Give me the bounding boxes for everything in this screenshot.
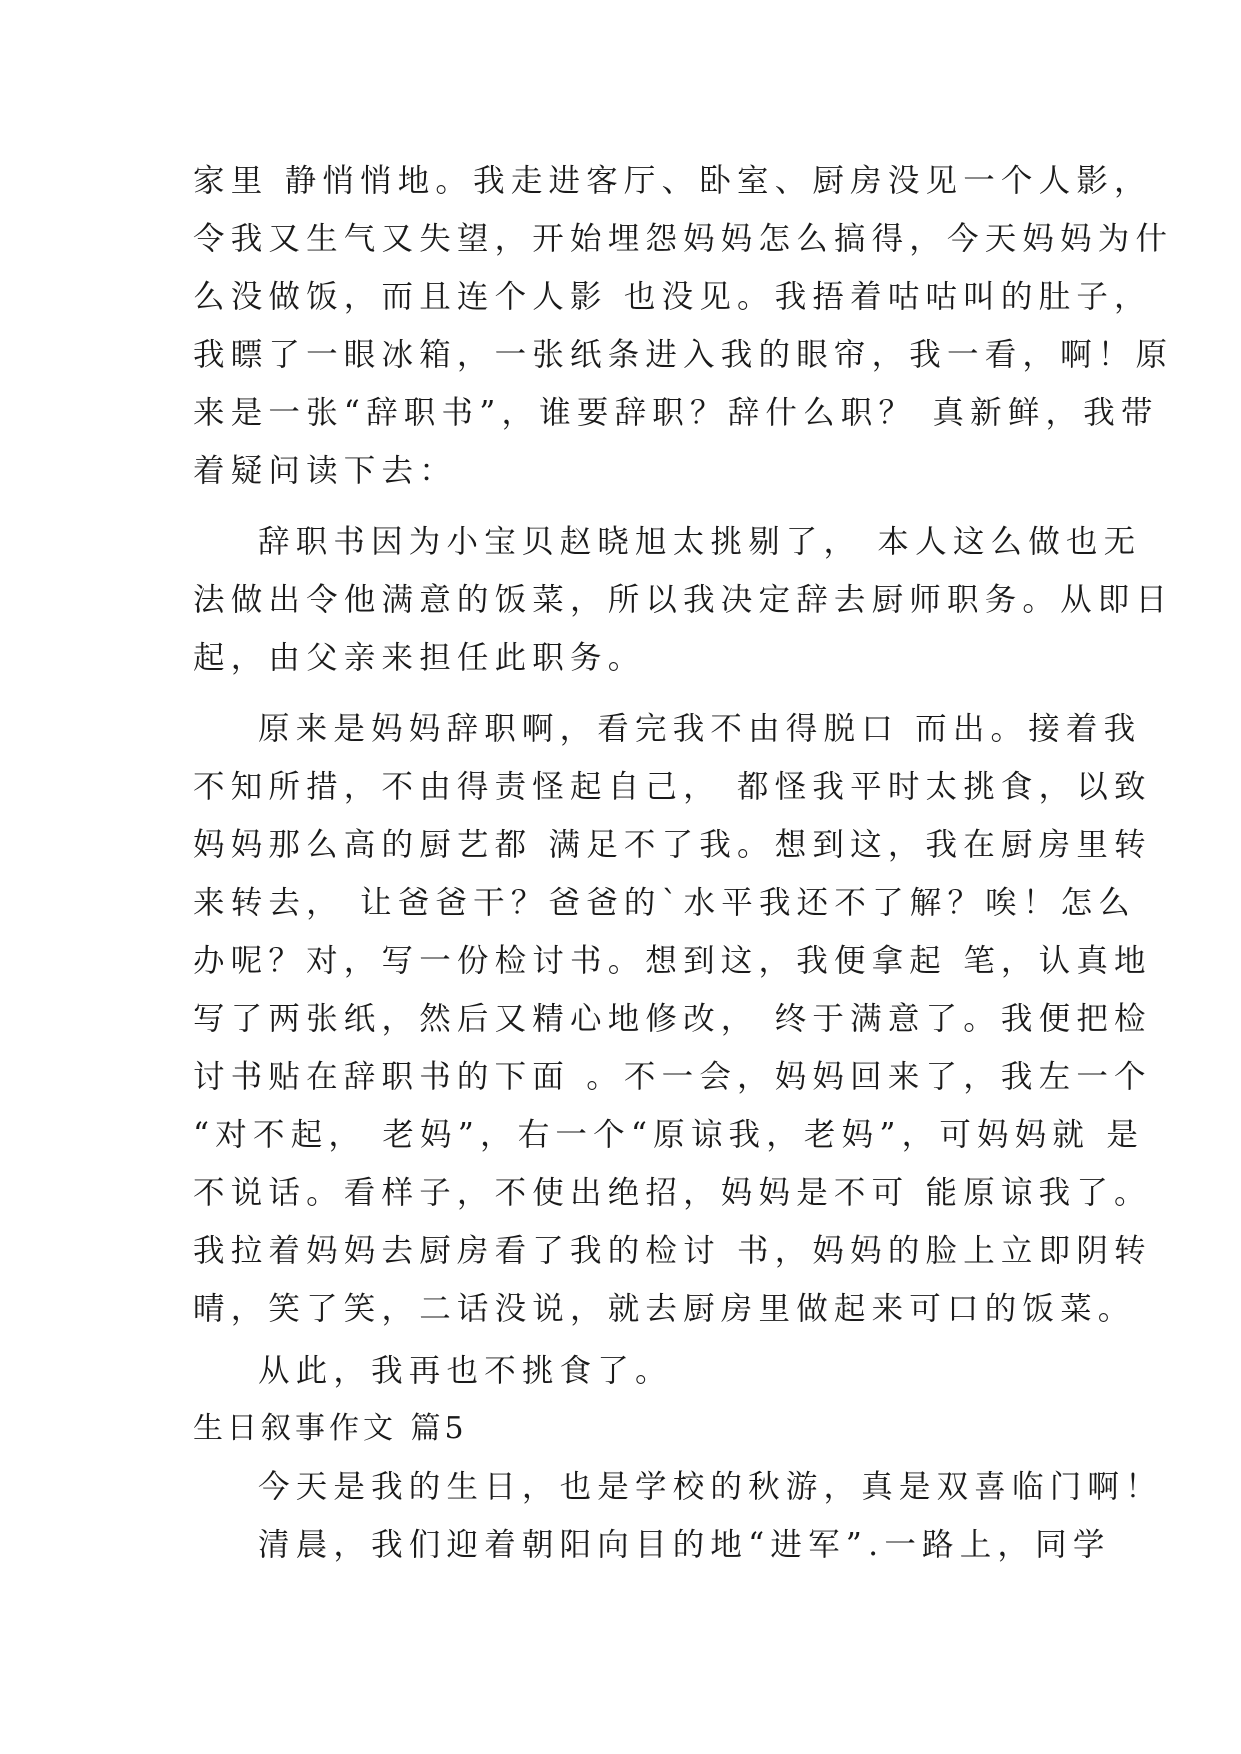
text-line: 么没做饭，而且连个人影 也没见。我捂着咕咕叫的肚子， [193,279,1152,315]
text-line: 不知所措，不由得责怪起自己， 都怪我平时太挑食，以致 [193,769,1152,805]
text-line: 原来是妈妈辞职啊，看完我不由得脱口 而出。接着我 [258,711,1142,747]
text-line: 起，由父亲来担任此职务。 [193,640,646,676]
text-line: 从此，我再也不挑食了。 [258,1353,673,1389]
text-line: 写了两张纸，然后又精心地修改， 终于满意了。我便把检 [193,1001,1152,1037]
text-line: 讨书贴在辞职书的下面 。不一会，妈妈回来了，我左一个 [193,1059,1152,1095]
text-line: 我拉着妈妈去厨房看了我的检讨 书，妈妈的脸上立即阴转 [193,1233,1152,1269]
text-line: 办呢？对，写一份检讨书。想到这，我便拿起 笔，认真地 [193,943,1152,979]
text-line: 家里 静悄悄地。我走进客厅、卧室、厨房没见一个人影， [193,163,1152,199]
text-line: 今天是我的生日，也是学校的秋游，真是双喜临门啊！ [258,1469,1163,1505]
section-heading: 生日叙事作文 篇5 [193,1411,468,1446]
text-line: 妈妈那么高的厨艺都 满足不了我。想到这，我在厨房里转 [193,827,1152,863]
text-line: “对不起， 老妈”，右一个“原谅我，老妈”，可妈妈就 是 [193,1117,1145,1153]
text-line: 法做出令他满意的饭菜，所以我决定辞去厨师职务。从即日 [193,582,1174,618]
text-line: 辞职书因为小宝贝赵晓旭太挑剔了， 本人这么做也无 [258,524,1142,560]
text-line: 晴，笑了笑，二话没说，就去厨房里做起来可口的饭菜。 [193,1291,1136,1327]
text-line: 着疑问读下去： [193,453,457,489]
text-line: 我瞟了一眼冰箱，一张纸条进入我的眼帘，我一看，啊！原 [193,337,1174,373]
text-line: 清晨，我们迎着朝阳向目的地“进军”.一路上，同学 [258,1527,1111,1563]
text-line: 令我又生气又失望，开始埋怨妈妈怎么搞得，今天妈妈为什 [193,221,1174,257]
text-line: 来是一张“辞职书”，谁要辞职？辞什么职？ 真新鲜，我带 [193,395,1159,431]
text-line: 来转去， 让爸爸干？爸爸的`水平我还不了解？唉！怎么 [193,885,1136,921]
text-line: 不说话。看样子，不使出绝招，妈妈是不可 能原谅我了。 [193,1175,1152,1211]
